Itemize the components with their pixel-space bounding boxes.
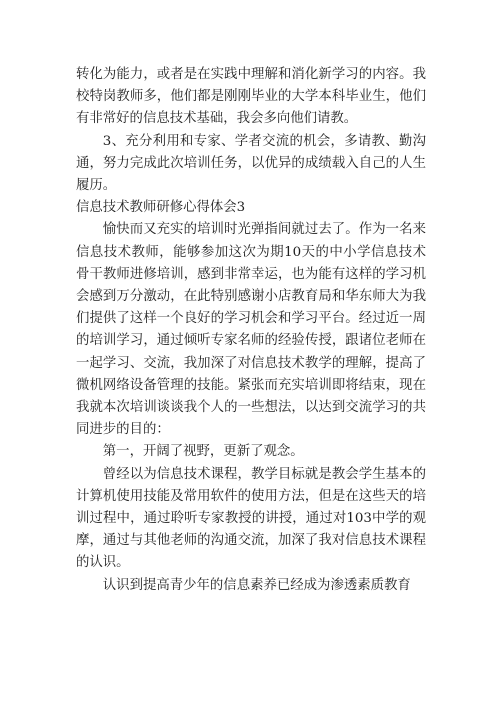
paragraph-intro: 愉快而又充实的培训时光弹指间就过去了。作为一名来信息技术教师，能够参加这次为期10天的中小学信息技术骨干教师进修培训，感到非常幸运，也为能有这样的学习机会感到万分激动，在此特别感谢小店教育局和华东师大为我们提供了这样一个良好的学习机会和学习平台。经过近一周的培训学习，通过倾听专家名师的经验传授，跟诸位老师在一起学习、交流，我加深了对信息技术教学的理解，提高了微机网络设备管理的技能。紧张而充实培训即将结束，现在我就本次培训谈谈我个人的一些想法，以达到交流学习的共同进步的目的： — [76, 222, 426, 438]
paragraph-course-understanding: 曾经以为信息技术课程，教学目标就是教会学生基本的计算机使用技能及常用软件的使用方法，但是在这些天的培训过程中，通过聆听专家教授的讲授，通过对103中学的观摩，通过与其他老师的沟通交流，加深了我对信息技术课程的认识。 — [76, 466, 426, 571]
paragraph-point-3: 3、充分利用和专家、学者交流的机会，多请教、勤沟通，努力完成此次培训任务，以优异的成绩载入自己的人生履历。 — [76, 133, 426, 194]
paragraph-first-point: 第一，开阔了视野，更新了观念。 — [102, 444, 304, 460]
paragraph-continuation: 转化为能力，或者是在实践中理解和消化新学习的内容。我校特岗教师多，他们都是刚刚毕业的大学本科毕业生，他们有非常好的信息技术基础，我会多向他们请教。 — [76, 67, 426, 127]
section-heading: 信息技术教师研修心得体会3 — [76, 200, 246, 216]
document-body — [76, 64, 426, 597]
paragraph-information-literacy: 认识到提高青少年的信息素养已经成为渗透素质教育 — [102, 577, 411, 593]
